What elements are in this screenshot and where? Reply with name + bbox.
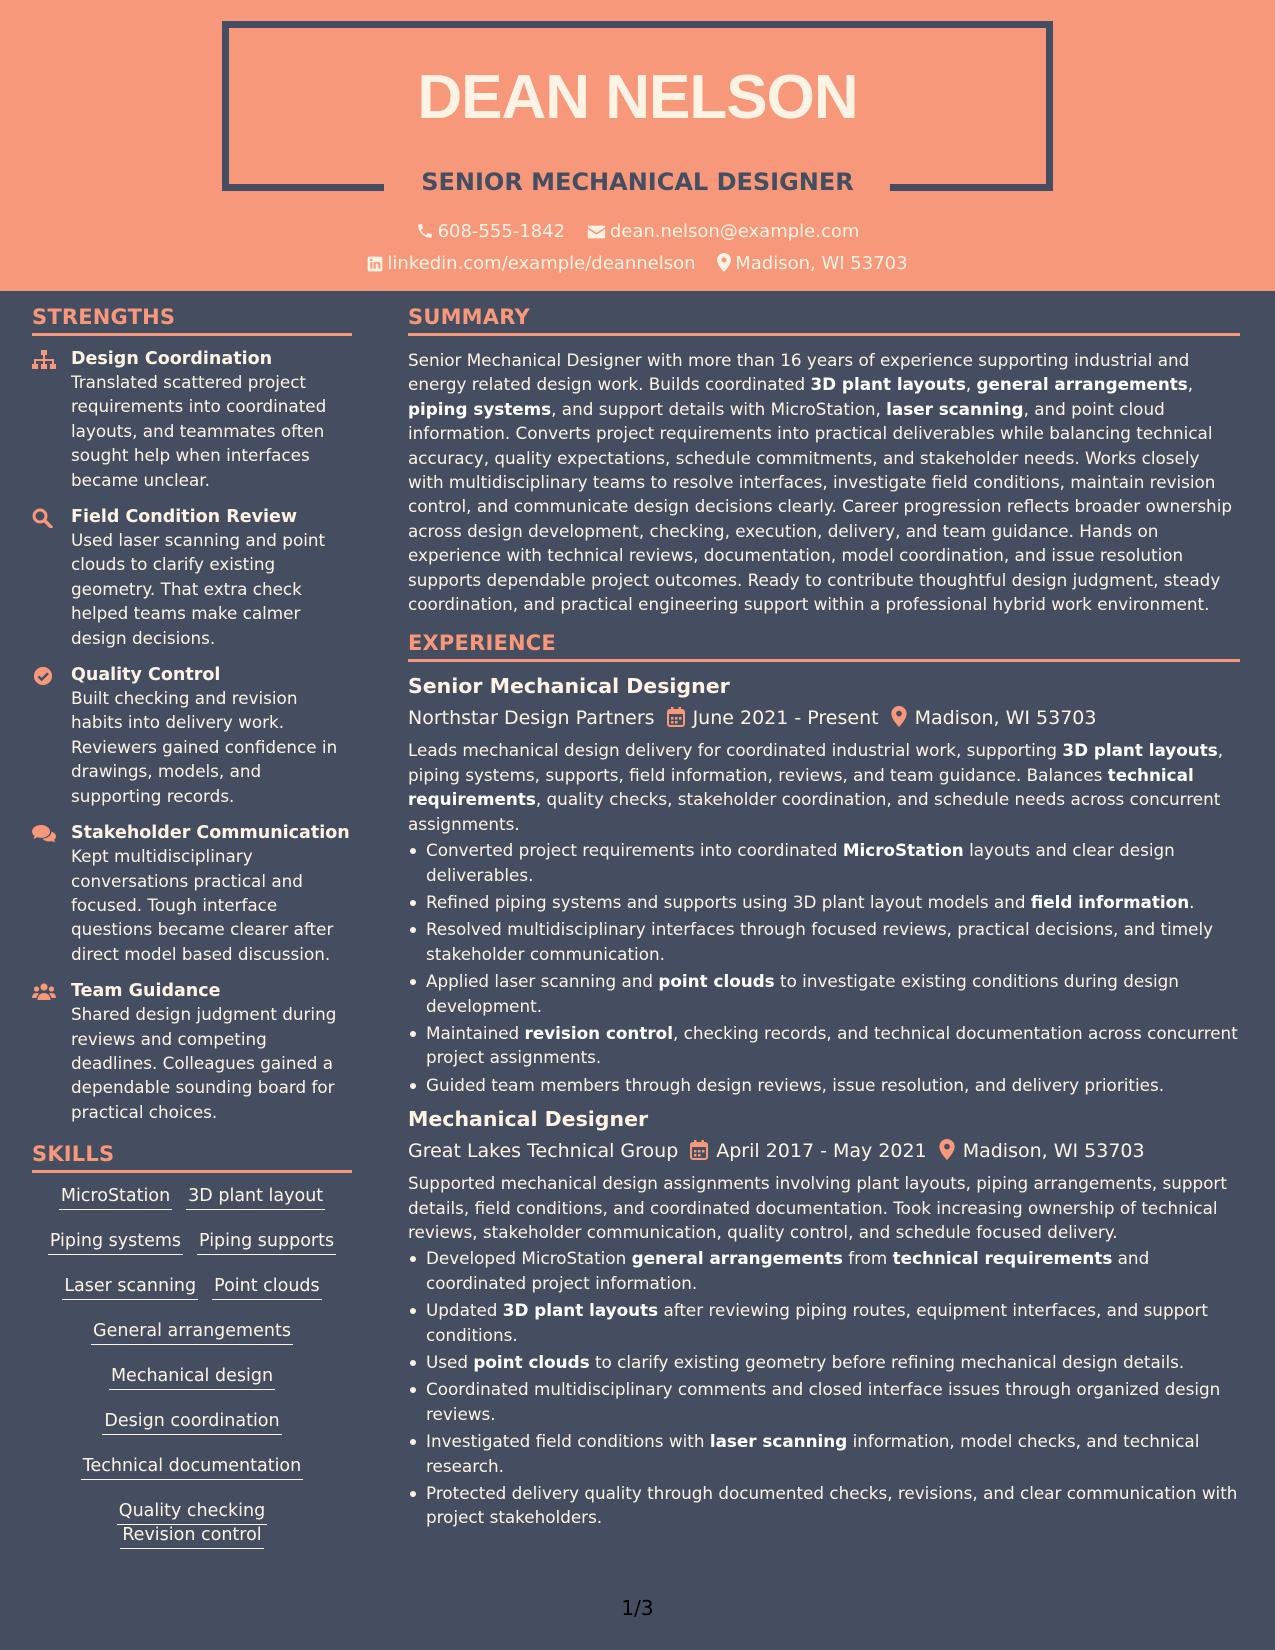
map-marker-icon: [891, 706, 907, 727]
job-bullets: [408, 1246, 1240, 1529]
map-marker-icon: [717, 253, 731, 272]
strength-title: Quality Control: [71, 665, 221, 686]
page-number: 1/3: [621, 1596, 654, 1620]
list-item: [408, 1246, 1240, 1295]
list-item: [408, 890, 1240, 914]
text-segment: , and support details with MicroStation,: [551, 398, 887, 419]
bold-keyword: general arrangements: [976, 374, 1188, 395]
job-title-header: SENIOR MECHANICAL DESIGNER: [421, 168, 854, 196]
list-item: [408, 917, 1240, 966]
list-item: [408, 1377, 1240, 1426]
text-segment: Updated: [426, 1300, 503, 1321]
text-segment: layouts and clear design deliverables.: [426, 840, 1175, 885]
skill-row: [32, 1501, 352, 1546]
job-title: Senior Mechanical Designer: [408, 674, 730, 699]
text-segment: Resolved multidisciplinary interfaces through focused reviews, practical decisions, and timely stakeholder communication.: [426, 919, 1214, 964]
skill-tag: Point clouds: [212, 1276, 322, 1300]
contact-line-2: [0, 253, 1275, 274]
check-circle-icon: [32, 666, 56, 686]
skill-tag: Piping supports: [197, 1231, 336, 1255]
text-segment: Investigated field conditions with: [426, 1431, 710, 1452]
job-entry: [408, 674, 1240, 1097]
bold-keyword: revision control: [524, 1022, 673, 1043]
strength-item: [32, 980, 352, 1124]
text-segment: Coordinated multidisciplinary comments and closed interface issues through organized design reviews.: [426, 1379, 1221, 1424]
header-banner: [0, 0, 1275, 291]
text-segment: Applied laser scanning and: [426, 971, 659, 992]
list-item: [408, 969, 1240, 1018]
company-name: Great Lakes Technical Group: [408, 1140, 679, 1163]
strength-title: Team Guidance: [71, 981, 221, 1002]
calendar-icon: [667, 707, 685, 727]
skill-tag: Laser scanning: [62, 1276, 198, 1300]
skill-row: [32, 1366, 352, 1398]
strengths-list: [32, 348, 352, 1124]
text-segment: ,: [1187, 374, 1194, 395]
bold-keyword: technical requirements: [408, 764, 1194, 810]
text-segment: .: [1189, 891, 1195, 912]
strength-text: Used laser scanning and point clouds to clarify existing geometry. That extra check helped teams make calmer design decisions.: [71, 530, 326, 648]
bold-keyword: technical requirements: [892, 1248, 1113, 1269]
strength-item: [32, 506, 352, 650]
text-segment: Developed MicroStation: [426, 1248, 632, 1269]
left-column: [32, 305, 352, 1546]
job-location: Madison, WI 53703: [914, 707, 1097, 730]
list-item: [408, 1021, 1240, 1070]
comments-icon: [32, 824, 56, 844]
email-text: dean.nelson@example.com: [609, 221, 860, 242]
list-item: [408, 1350, 1240, 1374]
skill-row: [32, 1321, 352, 1353]
envelope-icon: [587, 224, 606, 240]
list-item: [408, 838, 1240, 887]
text-segment: to investigate existing conditions during design development.: [426, 971, 1179, 1016]
job-meta: [408, 1139, 1240, 1162]
linkedin-contact[interactable]: [367, 253, 695, 274]
users-icon: [32, 982, 56, 1002]
company-name: Northstar Design Partners: [408, 707, 655, 730]
strength-text: Kept multidisciplinary conversations practical and focused. Tough interface questions became clearer after direct model based discussion.: [71, 846, 334, 964]
sitemap-icon: [32, 350, 56, 370]
right-column: [408, 305, 1240, 1533]
summary-text: [408, 348, 1240, 616]
skills-heading: SKILLS: [32, 1142, 352, 1173]
list-item: [408, 1298, 1240, 1347]
strength-title: Design Coordination: [71, 349, 273, 369]
bold-keyword: piping systems: [408, 398, 552, 419]
location-contact: [717, 253, 907, 274]
strength-text: Built checking and revision habits into delivery work. Reviewers gained confidence in drawings, models, and supporting records.: [71, 688, 338, 806]
experience-list: [408, 674, 1240, 1529]
job-dates: April 2017 - May 2021: [716, 1140, 927, 1163]
skill-tag: Mechanical design: [109, 1366, 275, 1390]
skill-row: [32, 1276, 352, 1308]
job-entry: [408, 1107, 1240, 1530]
summary-heading: SUMMARY: [408, 305, 1240, 336]
job-location: Madison, WI 53703: [962, 1140, 1145, 1163]
phone-text: 608-555-1842: [437, 221, 566, 242]
bold-keyword: field information: [1030, 891, 1190, 912]
text-segment: , piping systems, supports, field information, reviews, and team guidance. Balances: [408, 740, 1224, 785]
strength-item: [32, 822, 352, 966]
strength-title: Field Condition Review: [71, 507, 298, 528]
bold-keyword: point clouds: [658, 971, 775, 992]
skill-tag: Design coordination: [102, 1411, 281, 1435]
skills-list: [32, 1186, 352, 1546]
text-segment: Maintained: [426, 1022, 525, 1043]
text-segment: Protected delivery quality through documented checks, revisions, and clear communication with project stakeholders.: [426, 1483, 1238, 1528]
text-segment: Refined piping systems and supports using 3D plant layout models and: [426, 891, 1031, 912]
text-segment: from: [842, 1248, 893, 1269]
contact-line-1: [0, 221, 1275, 242]
bold-keyword: point clouds: [473, 1352, 590, 1372]
job-bullets: [408, 838, 1240, 1097]
list-item: [408, 1429, 1240, 1478]
skill-tag: General arrangements: [91, 1321, 293, 1345]
candidate-name: DEAN NELSON: [417, 63, 858, 132]
text-segment: , and point cloud information. Converts project requirements into practical deliverables while balancing technical accuracy, quality expectations, schedule commitments, and stakeholder needs. Works closely with multidisciplinary teams to resolve interfaces, investigate field conditions, maintain revision control, and communicate design decisions clearly. Career progression reflects broader ownership across design development, checking, execution, delivery, and team guidance. Hands on experience with technical reviews, documentation, model coordination, and issue resolution supports dependable project outcomes. Ready to contribute thoughtful design judgment, steady coordination, and practical engineering support within a professional hybrid work environment.: [408, 398, 1233, 615]
strength-title: Stakeholder Communication: [71, 823, 350, 844]
text-segment: ,: [965, 374, 977, 395]
job-title: Mechanical Designer: [408, 1107, 649, 1132]
skill-tag: 3D plant layout: [186, 1186, 325, 1210]
bold-keyword: general arrangements: [631, 1248, 843, 1269]
skill-row: [32, 1231, 352, 1263]
job-dates: June 2021 - Present: [692, 707, 879, 730]
bold-keyword: laser scanning: [709, 1431, 848, 1452]
phone-contact[interactable]: [416, 221, 566, 242]
email-contact[interactable]: [587, 221, 860, 242]
experience-heading: EXPERIENCE: [408, 631, 1240, 662]
strength-item: [32, 348, 352, 492]
text-segment: , quality checks, stakeholder coordination, and schedule needs across concurrent assignments.: [408, 789, 1221, 834]
job-meta: [408, 706, 1240, 729]
strength-text: Translated scattered project requirements into coordinated layouts, and teammates often sought help when interfaces became unclear.: [71, 372, 327, 490]
calendar-icon: [690, 1140, 708, 1160]
strengths-heading: STRENGTHS: [32, 305, 352, 336]
skill-tag: Revision control: [120, 1525, 263, 1549]
list-item: [408, 1481, 1240, 1530]
bold-keyword: 3D plant layouts: [810, 374, 966, 395]
text-segment: information, model checks, and technical research.: [426, 1431, 1200, 1476]
strength-item: [32, 664, 352, 808]
strength-text: Shared design judgment during reviews and competing deadlines. Colleagues gained a dependable sounding board for practical choices.: [71, 1004, 337, 1122]
text-segment: Used: [426, 1352, 474, 1372]
text-segment: and coordinated project information.: [426, 1248, 1150, 1293]
bold-keyword: 3D plant layouts: [502, 1300, 659, 1321]
text-segment: Senior Mechanical Designer with more than 16 years of experience supporting industrial and energy related design work. Builds coordinated: [408, 350, 1190, 395]
bold-keyword: laser scanning: [886, 398, 1024, 419]
text-segment: Converted project requirements into coordinated: [426, 840, 843, 861]
phone-icon: [416, 222, 434, 240]
job-description: [408, 1171, 1240, 1244]
linkedin-icon: [367, 256, 383, 272]
skill-tag: Technical documentation: [81, 1456, 303, 1480]
text-segment: Supported mechanical design assignments involving plant layouts, piping arrangements, support details, field conditions, and coordinated documentation. Took increasing ownership of technical reviews, stakeholder communication, quality control, and schedule focused delivery.: [408, 1173, 1227, 1242]
skill-row: [32, 1456, 352, 1488]
skill-row: [32, 1186, 352, 1218]
location-text: Madison, WI 53703: [735, 253, 908, 274]
skill-row: [32, 1411, 352, 1443]
bold-keyword: 3D plant layouts: [1062, 740, 1218, 761]
skill-tag: Piping systems: [48, 1231, 183, 1255]
search-icon: [32, 508, 56, 528]
text-segment: , checking records, and technical documentation across concurrent project assignments.: [426, 1022, 1238, 1068]
linkedin-text: linkedin.com/example/deannelson: [387, 253, 696, 274]
job-description: [408, 738, 1240, 836]
text-segment: Guided team members through design reviews, issue resolution, and delivery priorities.: [426, 1074, 1165, 1095]
text-segment: Leads mechanical design delivery for coordinated industrial work, supporting: [408, 740, 1063, 761]
skill-tag: MicroStation: [59, 1186, 172, 1210]
text-segment: to clarify existing geometry before refining mechanical design details.: [589, 1352, 1185, 1372]
map-marker-icon: [939, 1139, 955, 1160]
bold-keyword: MicroStation: [842, 840, 964, 861]
list-item: [408, 1073, 1240, 1097]
text-segment: after reviewing piping routes, equipment interfaces, and support conditions.: [426, 1300, 1208, 1345]
skill-tag: Quality checking: [117, 1501, 267, 1525]
